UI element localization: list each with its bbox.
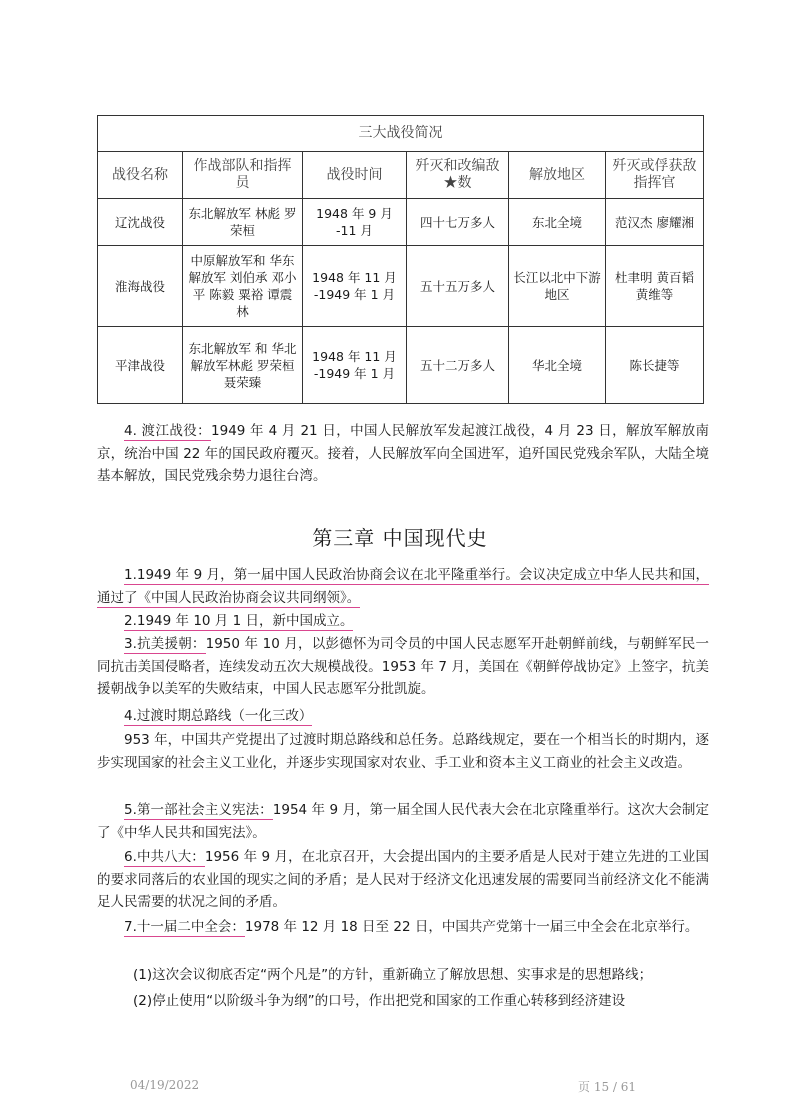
item-6-label: 6.中共八大： [124, 849, 205, 865]
item-5-label: 5.第一部社会主义宪法： [124, 802, 273, 818]
item-4-label: 4.过渡时期总路线（一化三改） [124, 708, 313, 724]
sub-point-1: (1)这次会议彻底否定“两个凡是”的方针，重新确立了解放思想、实事求是的思想路线； [133, 967, 653, 983]
table-cell: 杜聿明 黄百韬 黄维等 [606, 246, 704, 327]
table-cell: 辽沈战役 [98, 199, 183, 246]
table-header-cell: 歼灭或俘获敌指挥官 [606, 152, 704, 199]
item-5 [97, 799, 709, 844]
item-7 [97, 916, 709, 939]
chapter-title: 第三章 中国现代史 [312, 526, 488, 550]
table-row [98, 246, 704, 327]
table-cell: 陈长捷等 [606, 327, 704, 404]
item-2 [97, 610, 709, 633]
item-6-text: 1956 年 9 月，在北京召开，大会提出国内的主要矛盾是人民对于建立先进的工业国的要求同落后的农业国的现实之间的矛盾；是人民对于经济文化迅速发展的需要同当前经济文化不能满足人民需要的状况之间的矛盾。 [97, 849, 709, 910]
table-row [98, 327, 704, 404]
table-title: 三大战役简况 [98, 116, 704, 152]
table-header-cell: 歼灭和改编敌★数 [407, 152, 509, 199]
table-cell: 1948 年 9 月 -11 月 [303, 199, 407, 246]
table-header-row [98, 152, 704, 199]
item-4-heading [97, 705, 709, 728]
table-header-cell: 战役时间 [303, 152, 407, 199]
item-6 [97, 846, 709, 914]
item-7-label: 7.十一届二中全会： [124, 919, 245, 935]
item-4-text: 953 年，中国共产党提出了过渡时期总路线和总任务。总路线规定，要在一个相当长的时期内，逐步实现国家的社会主义工业化，并逐步实现国家对农业、手工业和资本主义工商业的社会主义改造。 [97, 732, 709, 771]
table-cell: 1948 年 11 月 -1949 年 1 月 [303, 327, 407, 404]
para4-label: 4. 渡江战役： [124, 423, 212, 439]
table-cell: 华北全境 [509, 327, 606, 404]
sub-point-2: (2)停止使用“以阶级斗争为纲”的口号，作出把党和国家的工作重心转移到经济建设 [133, 993, 626, 1009]
table-cell: 五十二万多人 [407, 327, 509, 404]
table-header-cell: 解放地区 [509, 152, 606, 199]
paragraph-crossing-river [97, 420, 709, 488]
item-5-text: 1954 年 9 月，第一届全国人民代表大会在北京隆重举行。这次大会制定了《中华人民共和国宪法》。 [97, 802, 709, 841]
item-4-body [97, 729, 709, 774]
table-cell: 东北解放军 和 华北解放军林彪 罗荣桓 聂荣臻 [183, 327, 303, 404]
table-cell: 东北解放军 林彪 罗荣桓 [183, 199, 303, 246]
table-cell: 东北全境 [509, 199, 606, 246]
footer-page-number: 页 15 / 61 [578, 1080, 637, 1094]
para4-text: 1949 年 4 月 21 日，中国人民解放军发起渡江战役，4 月 23 日，解放军解放南京，统治中国 22 年的国民政府覆灭。接着，人民解放军向全国进军，追歼国民党残余军队，大陆全境基本解放，国民党残余势力退往台湾。 [97, 423, 709, 484]
table-cell: 1948 年 11 月 -1949 年 1 月 [303, 246, 407, 327]
item-7-text: 1978 年 12 月 18 日至 22 日，中国共产党第十一届三中全会在北京举行。 [244, 919, 699, 935]
item-2-text: 2.1949 年 10 月 1 日，新中国成立。 [124, 613, 354, 629]
item-1 [97, 564, 709, 609]
table-row [98, 199, 704, 246]
table-cell: 长江以北中下游地区 [509, 246, 606, 327]
item-3 [97, 633, 709, 701]
table-cell: 四十七万多人 [407, 199, 509, 246]
table-cell: 淮海战役 [98, 246, 183, 327]
table-header-cell: 战役名称 [98, 152, 183, 199]
table-cell: 平津战役 [98, 327, 183, 404]
item-3-label: 3.抗美援朝： [124, 636, 206, 652]
footer-date: 04/19/2022 [130, 1078, 200, 1092]
table-cell: 中原解放军和 华东解放军 刘伯承 邓小平 陈毅 粟裕 谭震林 [183, 246, 303, 327]
battle-summary-table [97, 115, 704, 404]
item-1-text: 1.1949 年 9 月，第一届中国人民政治协商会议在北平隆重举行。会议决定成立中华人民共和国，通过了《中国人民政治协商会议共同纲领》。 [97, 567, 709, 606]
item-3-text: 1950 年 10 月，以彭德怀为司令员的中国人民志愿军开赴朝鲜前线，与朝鲜军民一同抗击美国侵略者，连续发动五次大规模战役。1953 年 7 月，美国在《朝鲜停战协定》上签字，抗美援朝战争以美军的失败结束，中国人民志愿军分批凯旋。 [97, 636, 709, 697]
table-cell: 范汉杰 廖耀湘 [606, 199, 704, 246]
table-cell: 五十五万多人 [407, 246, 509, 327]
table-header-cell: 作战部队和指挥员 [183, 152, 303, 199]
